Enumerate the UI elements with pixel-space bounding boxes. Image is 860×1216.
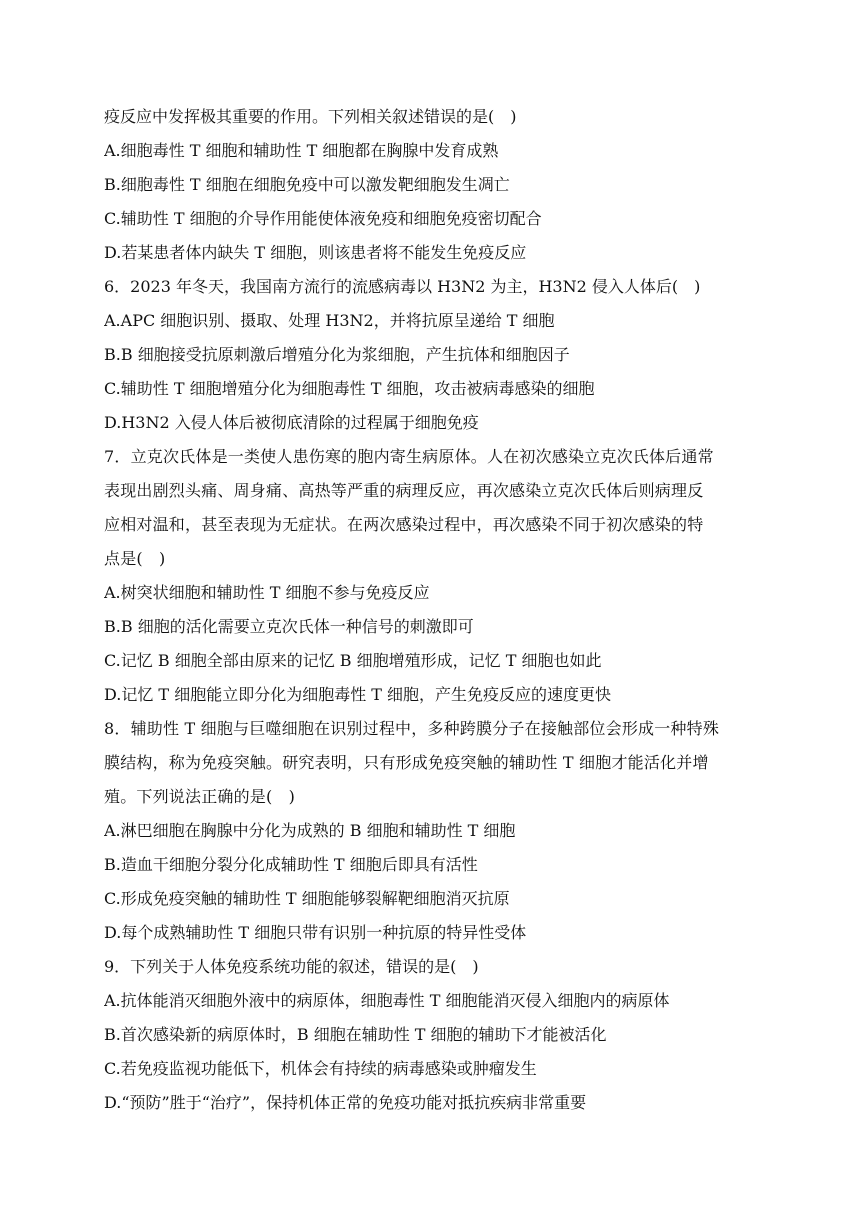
question-8-stem-line: 膜结构，称为免疫突触。研究表明，只有形成免疫突触的辅助性 T 细胞才能活化并增 xyxy=(104,753,709,772)
question-9-stem: 9．下列关于人体免疫系统功能的叙述，错误的是( ) xyxy=(104,957,479,976)
question-text-block xyxy=(104,100,764,1120)
question-8-stem-line: 8．辅助性 T 细胞与巨噬细胞在识别过程中，多种跨膜分子在接触部位会形成一种特殊 xyxy=(104,719,720,738)
question-8-option-a: A.淋巴细胞在胸腺中分化为成熟的 B 细胞和辅助性 T 细胞 xyxy=(104,821,516,840)
question-7-stem-line: 点是( ) xyxy=(104,549,166,568)
question-5-option-c: C.辅助性 T 细胞的介导作用能使体液免疫和细胞免疫密切配合 xyxy=(104,209,542,228)
question-9-option-b: B.首次感染新的病原体时，B 细胞在辅助性 T 细胞的辅助下才能被活化 xyxy=(104,1025,607,1044)
question-7-stem-line: 表现出剧烈头痛、周身痛、高热等严重的病理反应，再次感染立克次氏体后则病理反 xyxy=(104,481,704,500)
question-7-option-c: C.记忆 B 细胞全部由原来的记忆 B 细胞增殖形成，记忆 T 细胞也如此 xyxy=(104,651,602,670)
question-5-option-b: B.细胞毒性 T 细胞在细胞免疫中可以激发靶细胞发生凋亡 xyxy=(104,175,510,194)
question-8-stem xyxy=(104,712,764,814)
question-6-option-a: A.APC 细胞识别、摄取、处理 H3N2，并将抗原呈递给 T 细胞 xyxy=(104,311,555,330)
question-5-stem-end: 疫反应中发挥极其重要的作用。下列相关叙述错误的是( ) xyxy=(104,107,517,126)
question-7-stem-line: 应相对温和，甚至表现为无症状。在两次感染过程中，再次感染不同于初次感染的特 xyxy=(104,515,704,534)
question-9-option-c: C.若免疫监视功能低下，机体会有持续的病毒感染或肿瘤发生 xyxy=(104,1059,537,1078)
question-8-stem-line: 殖。下列说法正确的是( ) xyxy=(104,787,296,806)
question-7-option-d: D.记忆 T 细胞能立即分化为细胞毒性 T 细胞，产生免疫反应的速度更快 xyxy=(104,685,612,704)
question-7-stem-line: 7．立克次氏体是一类使人患伤寒的胞内寄生病原体。人在初次感染立克次氏体后通常 xyxy=(104,447,714,466)
question-6-stem: 6．2023 年冬天，我国南方流行的流感病毒以 H3N2 为主，H3N2 侵入人体后( ) xyxy=(104,277,701,296)
question-8-option-b: B.造血干细胞分裂分化成辅助性 T 细胞后即具有活性 xyxy=(104,855,478,874)
question-7-option-b: B.B 细胞的活化需要立克次氏体一种信号的刺激即可 xyxy=(104,617,474,636)
question-6-option-b: B.B 细胞接受抗原刺激后增殖分化为浆细胞，产生抗体和细胞因子 xyxy=(104,345,570,364)
question-5-option-d: D.若某患者体内缺失 T 细胞，则该患者将不能发生免疫反应 xyxy=(104,243,527,262)
question-6-option-d: D.H3N2 入侵人体后被彻底清除的过程属于细胞免疫 xyxy=(104,413,479,432)
question-9-option-a: A.抗体能消灭细胞外液中的病原体，细胞毒性 T 细胞能消灭侵入细胞内的病原体 xyxy=(104,991,670,1010)
question-9-option-d: D.“预防”胜于“治疗”，保持机体正常的免疫功能对抵抗疾病非常重要 xyxy=(104,1093,587,1112)
question-8-option-d: D.每个成熟辅助性 T 细胞只带有识别一种抗原的特异性受体 xyxy=(104,923,527,942)
question-6-option-c: C.辅助性 T 细胞增殖分化为细胞毒性 T 细胞，攻击被病毒感染的细胞 xyxy=(104,379,595,398)
question-8-option-c: C.形成免疫突触的辅助性 T 细胞能够裂解靶细胞消灭抗原 xyxy=(104,889,510,908)
question-7-option-a: A.树突状细胞和辅助性 T 细胞不参与免疫反应 xyxy=(104,583,430,602)
question-7-stem xyxy=(104,440,764,576)
question-5-option-a: A.细胞毒性 T 细胞和辅助性 T 细胞都在胸腺中发育成熟 xyxy=(104,141,499,160)
